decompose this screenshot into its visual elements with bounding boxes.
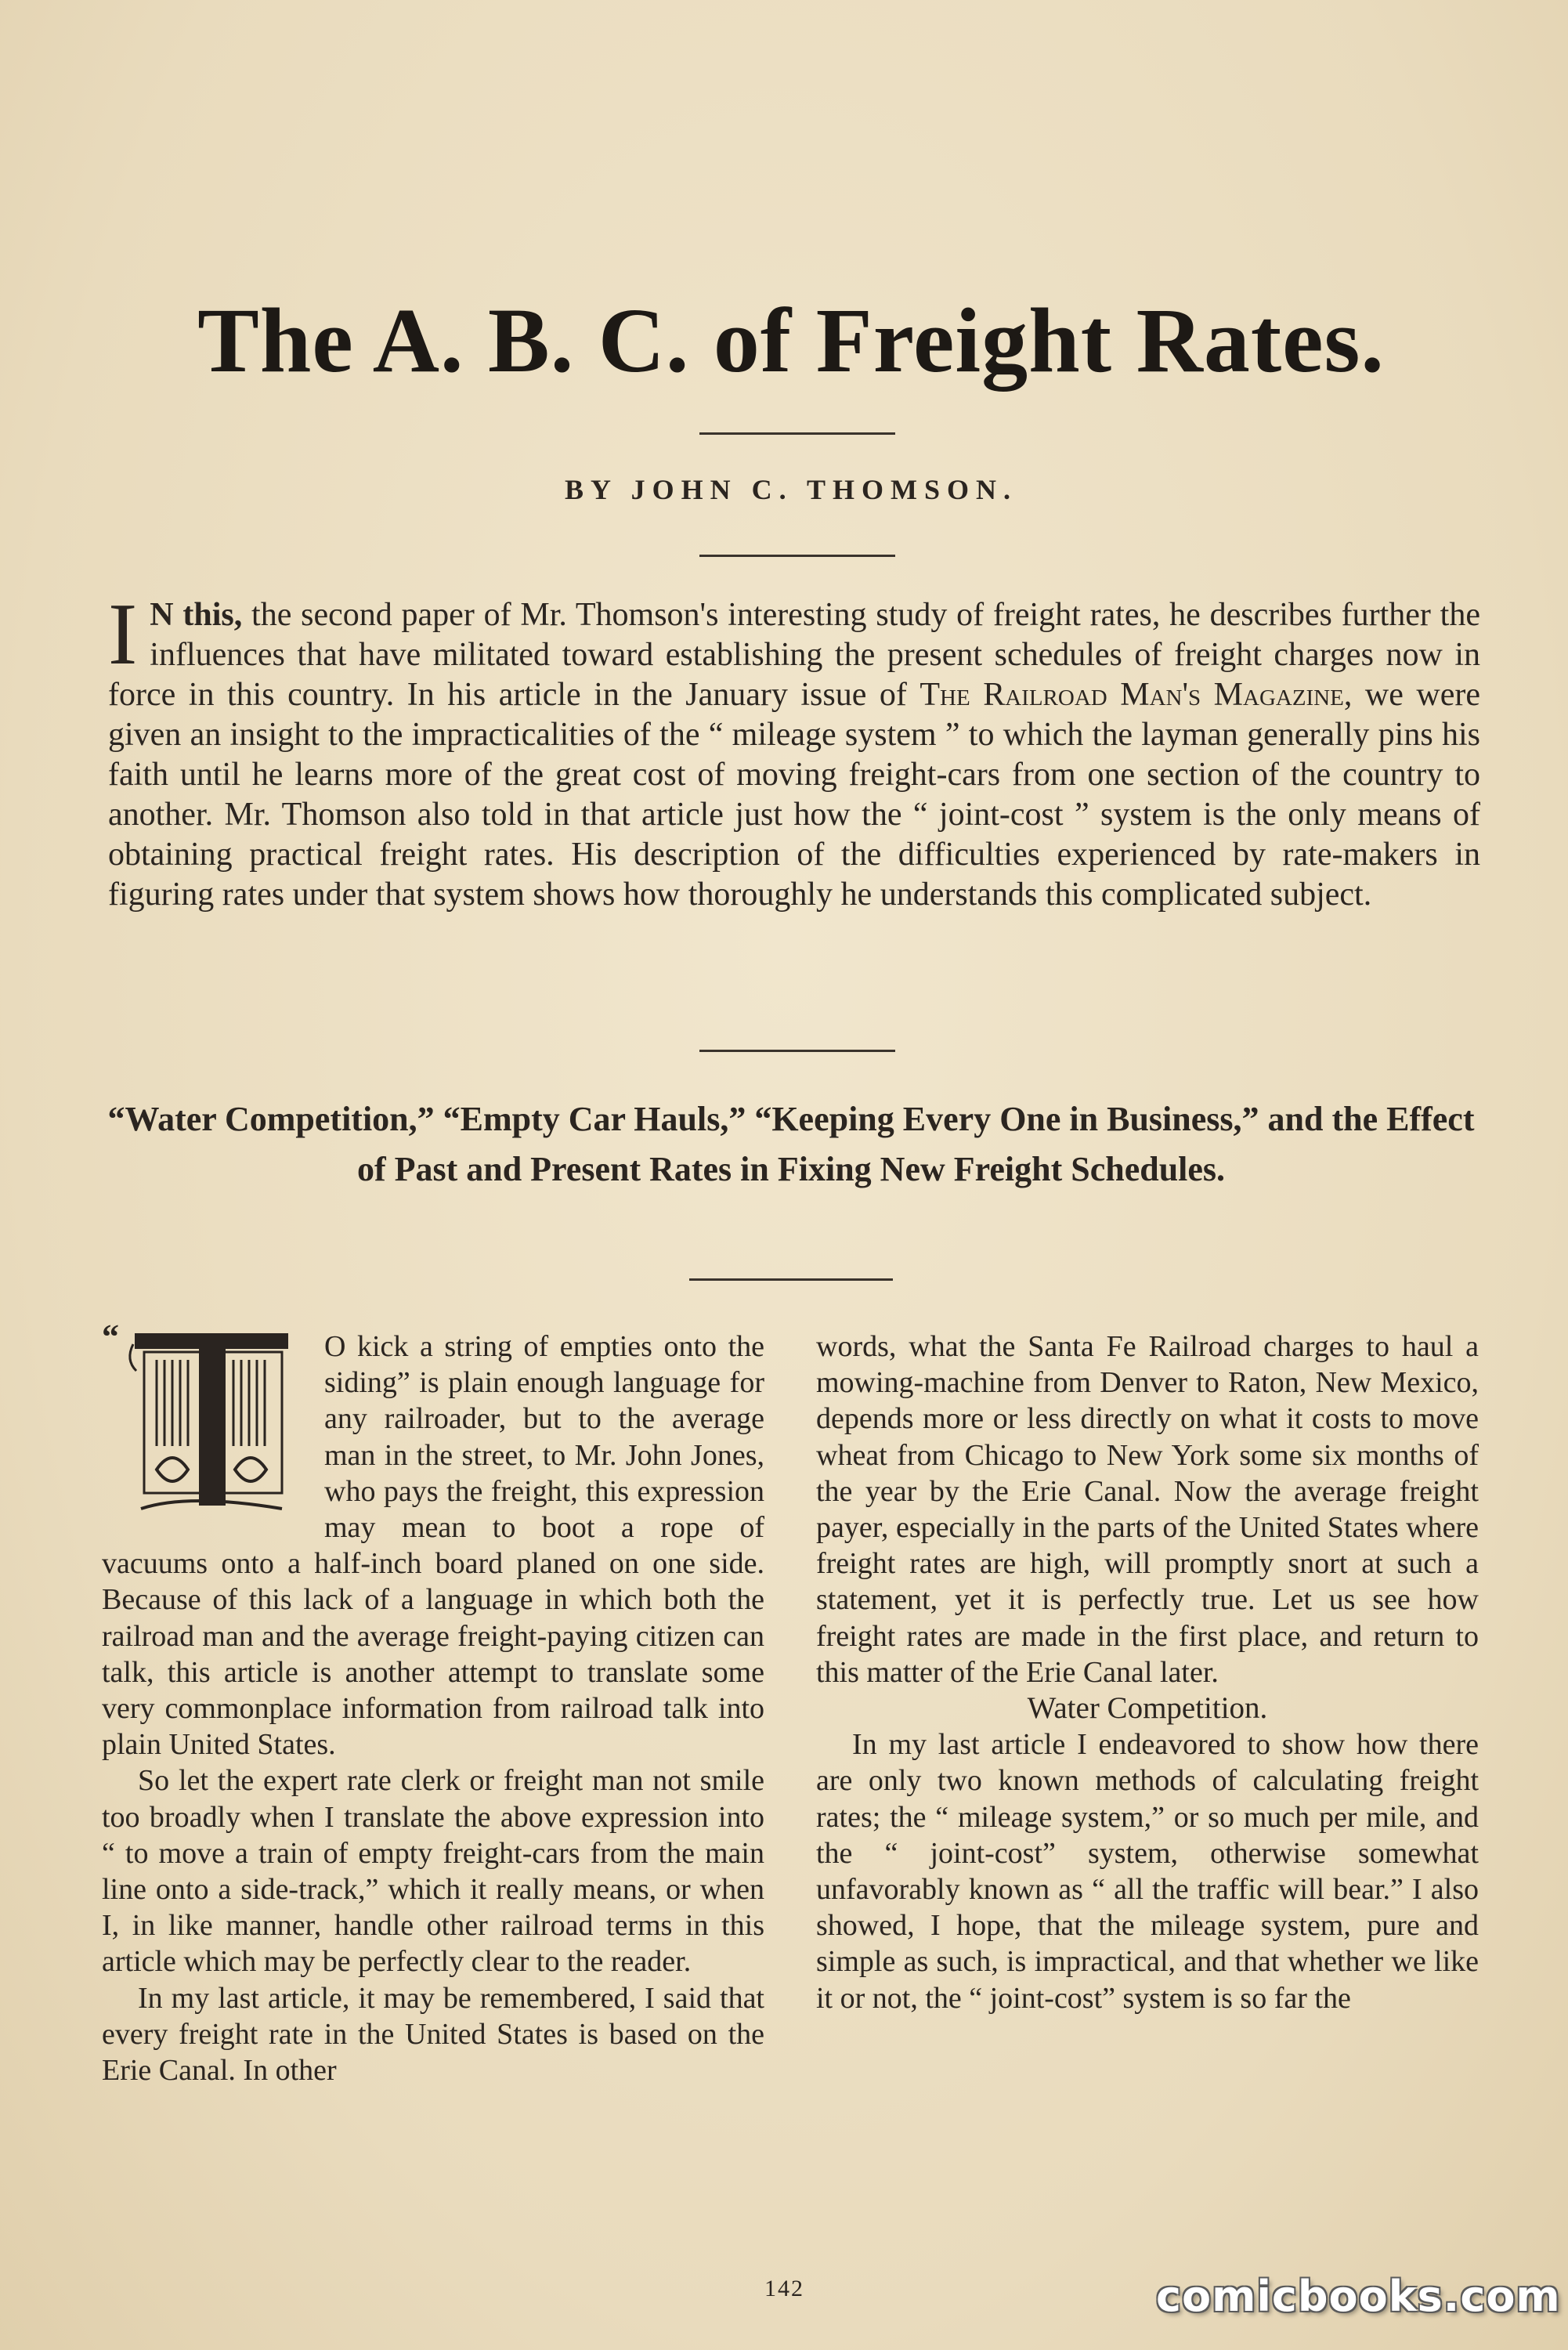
opening-quote: “ [102, 1318, 119, 1356]
right-column [816, 1329, 1479, 2016]
subtitle-divider [689, 1278, 893, 1281]
page-number: 142 [764, 2276, 804, 2301]
title-divider [699, 432, 895, 435]
intro-dropcap: I [108, 586, 138, 683]
ornamental-dropcap [102, 1318, 313, 1523]
left-column [102, 1318, 764, 2088]
intro-text-1: the second paper of Mr. Thomson's interesting study of freight rates, he describes further the influences that have militated toward establishing the present schedules of freight charges now in force in this country. In his article in the January issue of [108, 597, 1480, 713]
dropcap-t-illustration [102, 1329, 313, 1523]
intro-lead: N this, [150, 597, 243, 633]
intro-paragraph [108, 586, 1480, 915]
intro-divider [699, 1050, 895, 1052]
right-paragraph-2: In my last article I endeavored to show how there are only two known methods of calculating freight rates; the “ mileage system,” or so much per mile, and the “ joint-cost” system, otherwise somewhat unfavorably known as “ all the traffic will bear.” I also showed, I hope, that the mileage system, pure and simple as such, is impractical, and that whether we like it or not, the “ joint-cost” system is so far the [816, 1728, 1479, 2015]
watermark-logo: comicbooks.com [1156, 2272, 1561, 2321]
magazine-name: The Railroad Man's Magazine [919, 677, 1344, 713]
article-subtitle: “Water Competition,” “Empty Car Hauls,” “Keeping Every One in Business,” and the Effect of Past and Present Rates in Fixing New Freight Schedules. [107, 1100, 1475, 1188]
byline-divider [699, 555, 895, 557]
byline: BY JOHN C. THOMSON. [564, 474, 1018, 505]
intro-text-2: , we were given an insight to the impracticalities of the “ mileage system ” to which the layman generally pins his faith until he learns more of the great cost of moving freight-cars from one section of the country to another. Mr. Thomson also told in that article just how the “ joint-cost ” system is the only means of obtaining practical freight rates. His description of the difficulties experienced by rate-makers in figuring rates under that system shows how thoroughly he understands this complicated subject. [108, 677, 1480, 913]
article-title: The A. B. C. of Freight Rates. [197, 289, 1385, 392]
section-heading: Water Competition. [1027, 1691, 1268, 1726]
left-paragraph-1: O kick a string of empties onto the siding” is plain enough language for any railroader, but to the average man in the street, to Mr. John Jones, who pays the freight, this expression may mean to boot a rope of vacuums onto a half-inch board planed on one side. Because of this lack of a language in which both the railroad man and the average freight-paying citizen can talk, this article is another attempt to translate some very commonplace information from railroad talk into plain United States. [102, 1330, 764, 1762]
right-paragraph-1: words, what the Santa Fe Railroad charges to haul a mowing-machine from Denver to Raton, New Mexico, depends more or less directly on what it costs to move wheat from Chicago to New York some six months of the year by the Erie Canal. Now the average freight payer, especially in the parts of the United States where freight rates are high, will promptly snort at such a statement, yet it is perfectly true. Let us see how freight rates are made in the first place, and return to this matter of the Erie Canal later. [816, 1330, 1479, 1689]
left-paragraph-2: So let the expert rate clerk or freight man not smile too broadly when I translate the above expression into “ to move a train of empty freight-cars from the main line onto a side-track,” which it really means, or when I, in like manner, handle other railroad terms in this article which may be perfectly clear to the reader. [102, 1764, 764, 1979]
left-paragraph-3: In my last article, it may be remembered, I said that every freight rate in the United States is based on the Erie Canal. In other [102, 1981, 764, 2088]
